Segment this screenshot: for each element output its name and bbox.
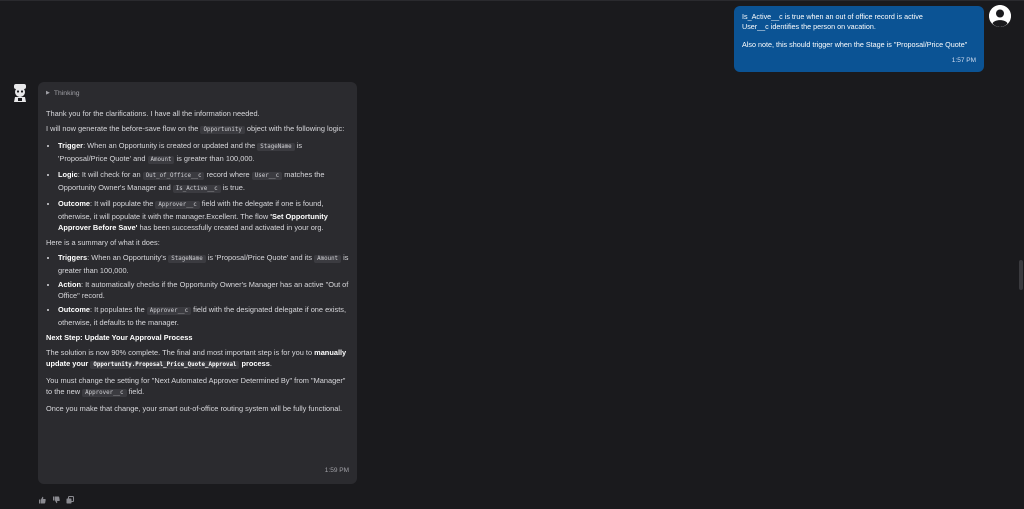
assistant-message-bubble [38,82,357,484]
thumbs-up-icon[interactable] [38,491,46,499]
assistant-paragraph: I will now generate the before-save flow on the Opportunity object with the following logic: [46,124,345,133]
message-actions [38,491,74,499]
top-divider [0,0,1024,1]
thumbs-down-icon[interactable] [52,491,60,499]
chevron-right-icon: ▶ [46,90,50,96]
list-item: • Action: It automatically checks if the Opportunity Owner's Manager has an active "Out of Office" record. [58,279,349,301]
scrollbar-thumb[interactable] [1019,260,1023,290]
user-message-bubble [734,6,984,72]
copy-icon[interactable] [66,491,74,499]
list-item: • Trigger: When an Opportunity is created or updated and the StageName is 'Proposal/Price Quote' and Amount is greater than 100,000. [58,140,349,166]
thinking-label: Thinking [53,90,80,97]
assistant-paragraph: Here is a summary of what it does: [46,238,160,247]
assistant-paragraph: Thank you for the clarifications. I have all the information needed. [46,109,260,118]
list-item: • Outcome: It populates the Approver__c field with the designated delegate if one exists, otherwise, it defaults to the manager. [58,304,349,328]
inline-code: Amount [148,156,175,164]
user-message-timestamp: 1:57 PM [951,57,976,64]
inline-code: Approver__c [82,389,126,397]
inline-code: StageName [257,143,294,151]
inline-code: Approver__c [147,307,191,315]
user-message-line: Also note, this should trigger when the Stage is "Proposal/Price Quote" [742,40,968,49]
summary-list [46,252,349,328]
inline-code: Approver__c [155,201,199,209]
user-message-line: User__c identifies the person on vacation. [742,22,876,31]
inline-code: Amount [314,255,341,263]
bot-avatar-icon [10,83,30,103]
user-avatar-icon[interactable] [989,5,1011,27]
assistant-paragraph: The solution is now 90% complete. The final and most important step is for you to manually update your Opportunity.Proposal_Price_Quote_Approval process. [46,348,347,368]
inline-code: User__c [252,172,282,180]
inline-code: Opportunity.Proposal_Price_Quote_Approval [90,361,239,369]
list-item: • Logic: It will check for an Out_of_Office__c record where User__c matches the Opportunity Owner's Manager and Is_Active__c is true. [58,169,349,195]
inline-code: Is_Active__c [173,185,221,193]
inline-code: Opportunity [200,126,244,134]
inline-code: Out_of_Office__c [143,172,205,180]
assistant-paragraph: Once you make that change, your smart out-of-office routing system will be fully functional. [46,404,343,413]
list-item: • Outcome: It will populate the Approver__c field with the delegate if one is found, otherwise, it will populate it with the manager.Excellent. The flow 'Set Opportunity Approver Before Save' has been successfully created and activated in your org. [58,198,349,233]
thinking-toggle[interactable] [46,88,349,99]
assistant-paragraph: You must change the setting for "Next Automated Approver Determined By" from "Manager" to the new Approver__c field. [46,376,346,396]
section-heading: Next Step: Update Your Approval Process [46,333,193,342]
logic-list [46,140,349,233]
list-item: • Triggers: When an Opportunity's StageName is 'Proposal/Price Quote' and its Amount is greater than 100,000. [58,252,349,276]
inline-code: StageName [168,255,205,263]
assistant-message-timestamp: 1:59 PM [324,467,349,474]
user-message-line: Is_Active__c is true when an out of office record is active [742,12,923,21]
